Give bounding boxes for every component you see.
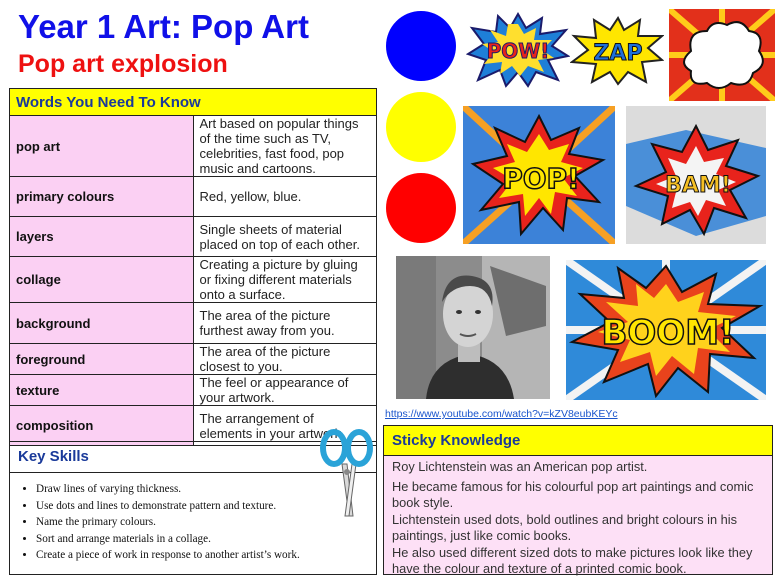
vocabulary-term: background bbox=[10, 303, 194, 344]
key-skill-item: • Use dots and lines to demonstrate pattern and texture. bbox=[36, 498, 376, 515]
vocabulary-term: layers bbox=[10, 217, 194, 257]
vocabulary-definition: Single sheets of material placed on top of each other. bbox=[193, 217, 377, 257]
vocabulary-definition: The arrangement of elements in your artwork. bbox=[193, 406, 377, 446]
artwork-word: BAM! bbox=[665, 173, 731, 198]
artwork-word: ZAP bbox=[593, 41, 643, 66]
vocabulary-definition: The area of the picture closest to you. bbox=[193, 344, 377, 375]
vocabulary-row bbox=[10, 217, 377, 257]
vocabulary-row bbox=[10, 344, 377, 375]
pow-burst-image bbox=[466, 12, 570, 88]
bam-art-image bbox=[626, 106, 766, 244]
key-skill-item: • Name the primary colours. bbox=[36, 514, 376, 531]
sticky-knowledge-paragraph: Roy Lichtenstein was an American pop artist. bbox=[392, 459, 648, 474]
pop-art-image bbox=[463, 106, 615, 244]
sticky-knowledge-paragraph: He also used different sized dots to make pictures look like they have the colour and texture of a printed comic book. bbox=[392, 544, 753, 576]
vocabulary-definition: Red, yellow, blue. bbox=[193, 177, 377, 217]
vocabulary-row bbox=[10, 375, 377, 406]
key-skill-item: • Create a piece of work in response to another artist’s work. bbox=[36, 547, 376, 564]
key-skill-item: • Sort and arrange materials in a collage. bbox=[36, 531, 376, 548]
blue-circle bbox=[386, 11, 456, 81]
vocabulary-definition: The feel or appearance of your artwork. bbox=[193, 375, 377, 406]
sticky-knowledge-paragraph: Lichtenstein used dots, bold outlines and bright colours in his paintings, just like comic books. bbox=[392, 511, 738, 543]
sticky-knowledge-paragraph: He became famous for his colourful pop art paintings and comic book style. bbox=[392, 478, 754, 510]
vocabulary-term: composition bbox=[10, 406, 194, 446]
sticky-knowledge-heading: Sticky Knowledge bbox=[384, 426, 772, 456]
vocabulary-definition: The area of the picture furthest away from you. bbox=[193, 303, 377, 344]
yellow-circle bbox=[386, 92, 456, 162]
vocabulary-definition: Art based on popular things of the time such as TV, celebrities, fast food, pop music and cartoons. bbox=[193, 116, 377, 177]
vocabulary-definition: Creating a picture by gluing or fixing different materials onto a surface. bbox=[193, 257, 377, 303]
artwork-word: POP! bbox=[502, 162, 580, 195]
vocabulary-heading: Words You Need To Know bbox=[10, 89, 377, 116]
key-skill-item: • Draw lines of varying thickness. bbox=[36, 481, 376, 498]
artwork-word: POW! bbox=[486, 39, 550, 63]
vocabulary-table bbox=[9, 88, 377, 446]
vocabulary-row bbox=[10, 257, 377, 303]
page-subtitle: Pop art explosion bbox=[18, 50, 228, 78]
zap-burst-image bbox=[570, 16, 664, 86]
sticky-knowledge-panel bbox=[383, 425, 773, 575]
vocabulary-term: foreground bbox=[10, 344, 194, 375]
vocabulary-row bbox=[10, 116, 377, 177]
speech-cloud-image bbox=[669, 9, 775, 101]
scissors-icon bbox=[318, 428, 376, 520]
youtube-video-link[interactable]: https://www.youtube.com/watch?v=kZV8eubKEYc bbox=[385, 408, 618, 420]
artist-portrait-photo bbox=[396, 256, 550, 399]
boom-art-image bbox=[566, 260, 766, 400]
vocabulary-term: texture bbox=[10, 375, 194, 406]
vocabulary-term: collage bbox=[10, 257, 194, 303]
page-title: Year 1 Art: Pop Art bbox=[18, 8, 309, 45]
vocabulary-term: pop art bbox=[10, 116, 194, 177]
red-circle bbox=[386, 173, 456, 243]
vocabulary-row bbox=[10, 303, 377, 344]
artwork-word: BOOM! bbox=[601, 313, 735, 353]
vocabulary-row bbox=[10, 177, 377, 217]
vocabulary-term: primary colours bbox=[10, 177, 194, 217]
key-skills-heading: Key Skills bbox=[10, 442, 376, 473]
